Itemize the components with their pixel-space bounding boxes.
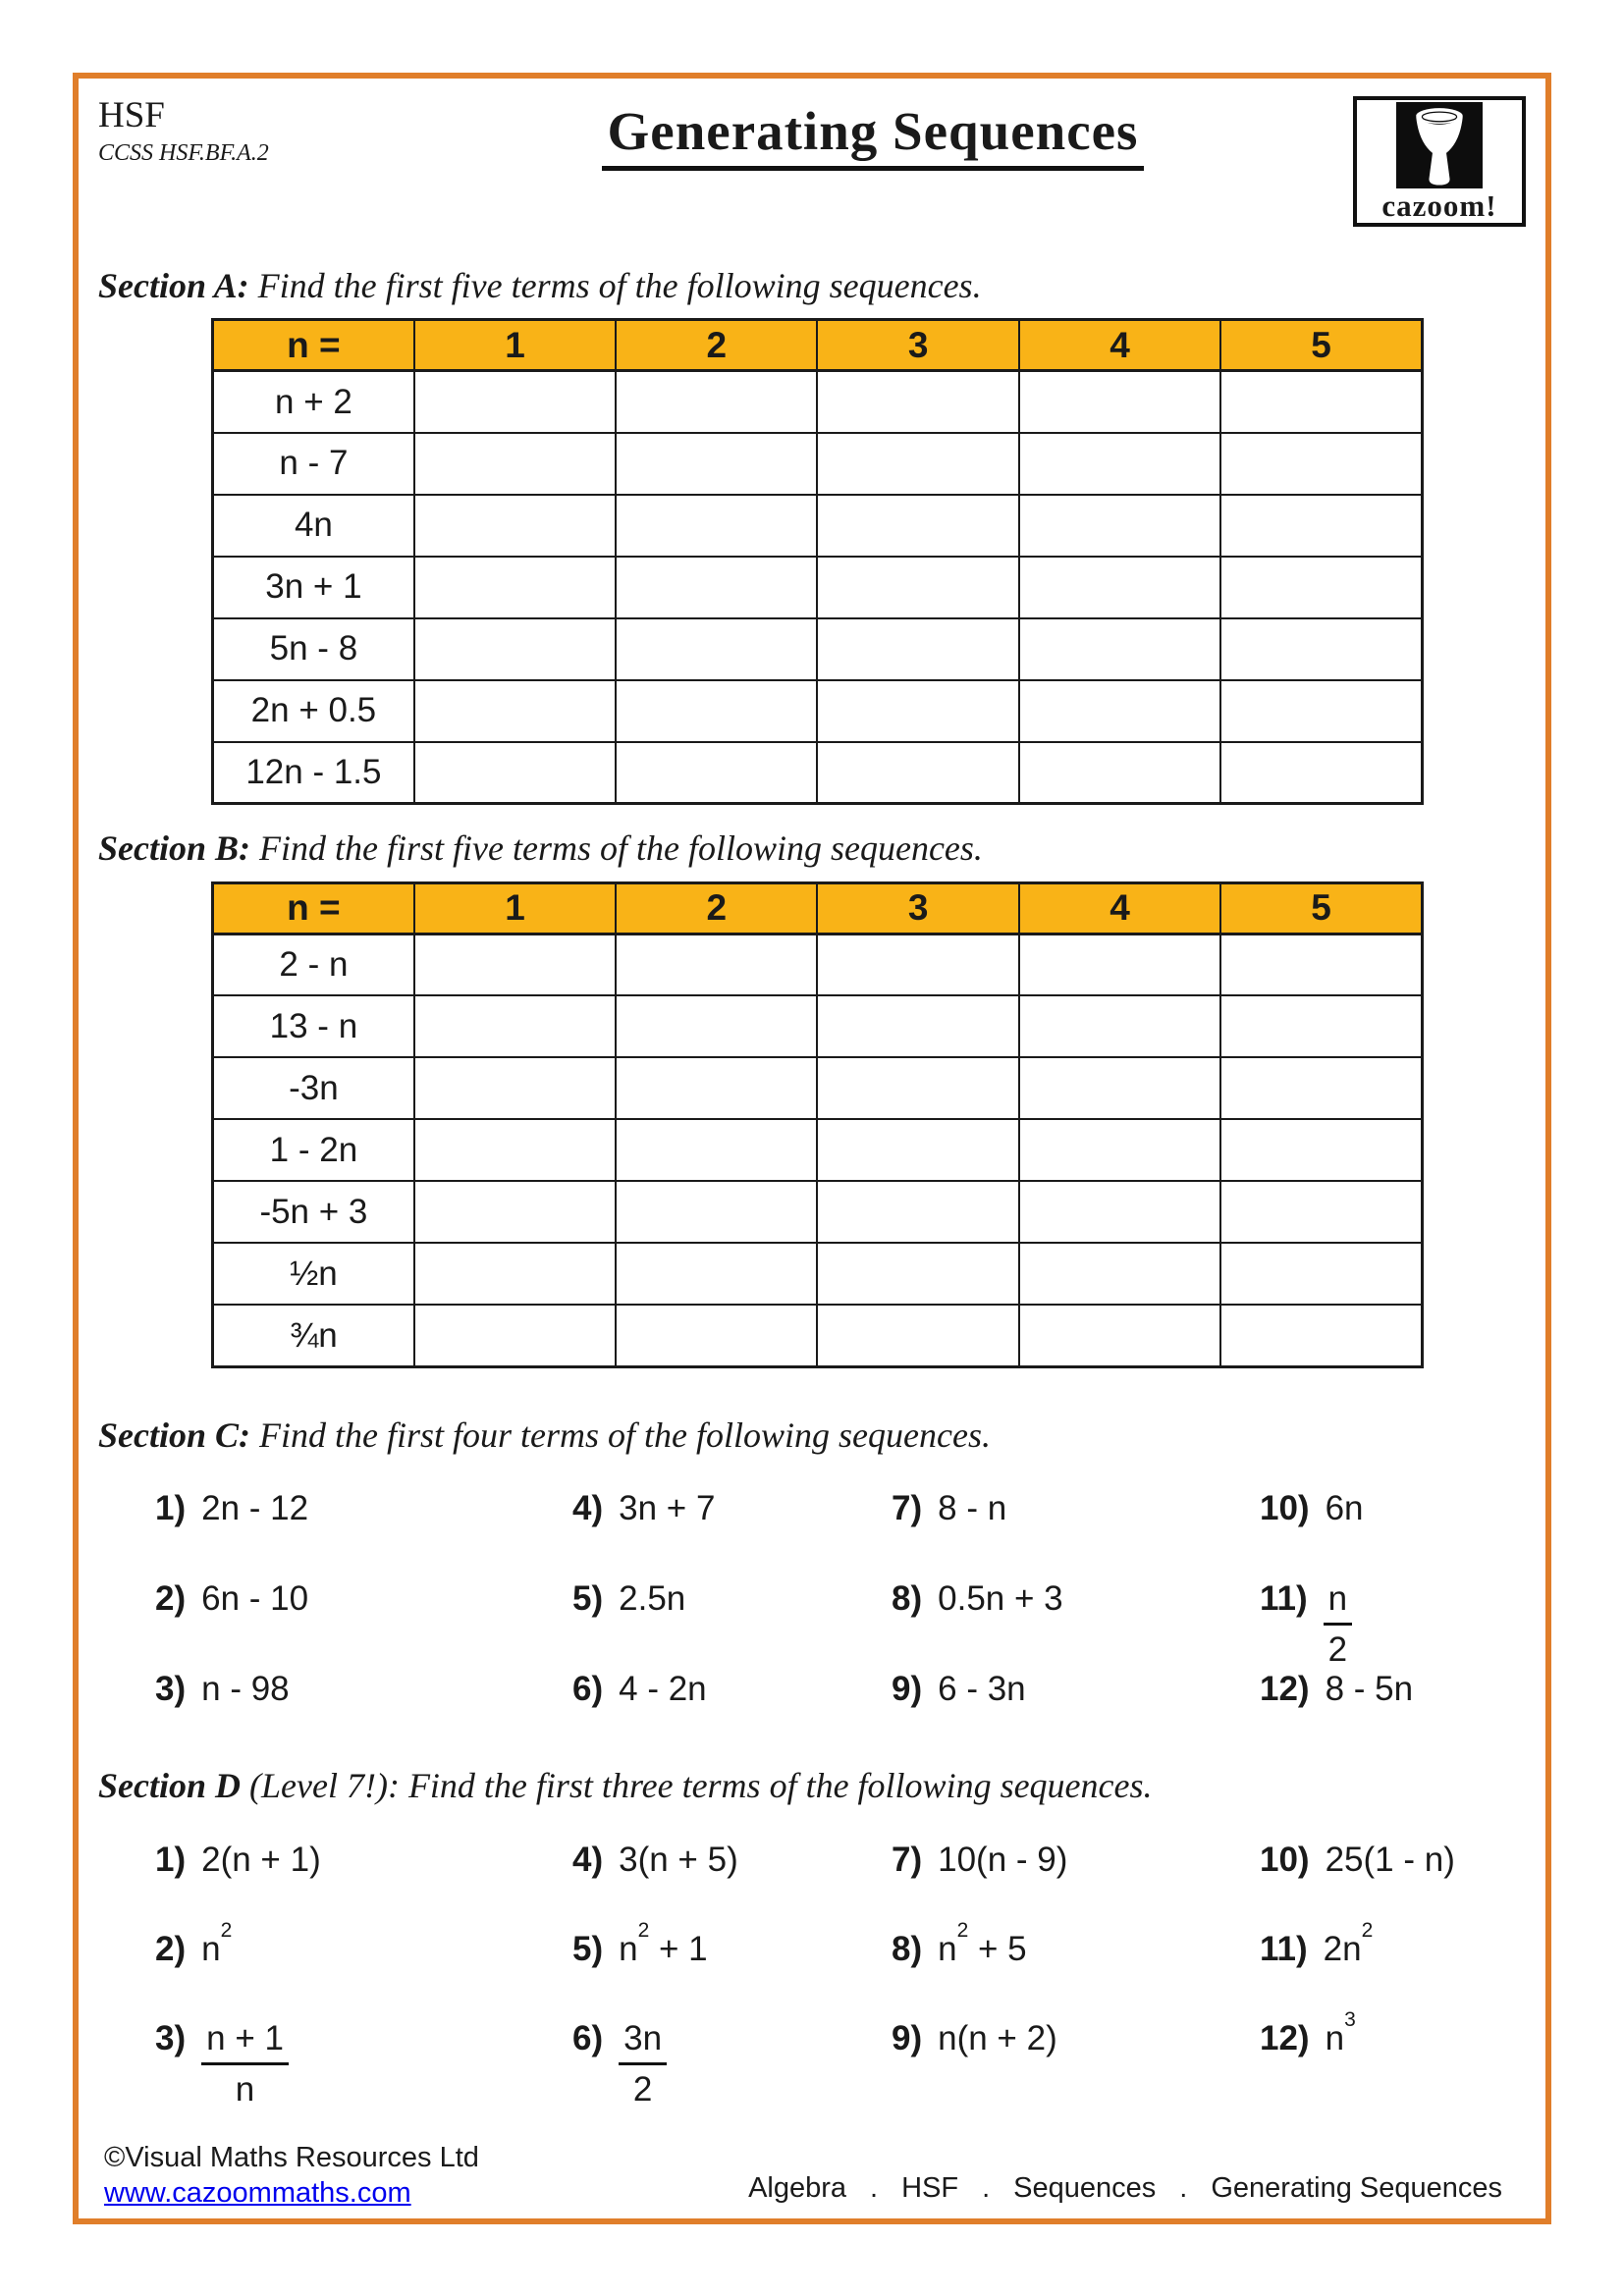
question-expression: 8 - n: [938, 1489, 1007, 1528]
question-number: 1): [155, 1840, 187, 1879]
answer-cell: [817, 995, 1018, 1057]
question-expression: n(n + 2): [938, 2018, 1057, 2057]
question-number: 8): [892, 1579, 923, 1619]
section-d-instruction: Find the first three terms of the following sequences.: [407, 1766, 1153, 1806]
table-row: [213, 371, 1423, 433]
answer-cell: [817, 742, 1018, 804]
section-c-instruction: Find the first four terms of the following sequences.: [259, 1415, 991, 1455]
question-expression: [1324, 1579, 1352, 1671]
answer-cell: [616, 433, 817, 495]
question-item: [1260, 1579, 1554, 1670]
sequence-table-a: [211, 318, 1424, 805]
question-item: [892, 1919, 1260, 2019]
question-expression: $2n^2$: [1323, 1919, 1374, 1968]
section-d-questions: [155, 1841, 1526, 2109]
question-expression: $n^3$: [1325, 2008, 1356, 2057]
answer-cell: [817, 1181, 1018, 1243]
question-expression: 6n - 10: [201, 1579, 309, 1619]
sequence-rule-cell: -3n: [213, 1057, 414, 1119]
table-header-value: 1: [414, 882, 616, 934]
section-d-label: Section D: [98, 1766, 242, 1806]
section-b-heading: [98, 828, 1526, 869]
copyright-text: ©Visual Maths Resources Ltd: [104, 2141, 479, 2173]
question-expression: 3n + 7: [619, 1489, 716, 1528]
answer-cell: [817, 680, 1018, 742]
table-b-header: [213, 882, 1423, 934]
question-number: 12): [1260, 1670, 1310, 1709]
breadcrumb: [748, 2172, 1502, 2205]
table-b-body: [213, 934, 1423, 1366]
answer-cell: [616, 618, 817, 680]
question-item: [892, 1841, 1260, 1930]
answer-cell: [414, 557, 616, 618]
table-header-row: [213, 882, 1423, 934]
answer-cell: [1220, 433, 1422, 495]
question-item: [1260, 2008, 1554, 2109]
answer-cell: [1220, 618, 1422, 680]
answer-cell: [1220, 1057, 1422, 1119]
answer-cell: [414, 680, 616, 742]
question-item: [1260, 1841, 1554, 1930]
answer-cell: [414, 495, 616, 557]
table-row: [213, 680, 1423, 742]
sequence-rule-cell: n - 7: [213, 433, 414, 495]
question-item: [1260, 1919, 1554, 2019]
sequence-rule-cell: 13 - n: [213, 995, 414, 1057]
table-row: [213, 934, 1423, 995]
breadcrumb-item: Algebra: [748, 2172, 847, 2204]
answer-cell: [414, 1057, 616, 1119]
answer-cell: [817, 433, 1018, 495]
fraction: $\frac{n}{2}$: [1324, 1579, 1352, 1671]
question-item: [155, 2019, 572, 2109]
table-header-n: n =: [213, 320, 414, 371]
answer-cell: [1019, 680, 1220, 742]
answer-cell: [414, 1243, 616, 1305]
answer-cell: [1019, 618, 1220, 680]
answer-cell: [817, 1057, 1018, 1119]
answer-cell: [414, 995, 616, 1057]
answer-cell: [817, 495, 1018, 557]
question-expression: $n^2 + 1$: [619, 1919, 708, 1968]
table-header-value: 1: [414, 320, 616, 371]
answer-cell: [616, 371, 817, 433]
answer-cell: [817, 557, 1018, 618]
question-number: 11): [1260, 1929, 1308, 1968]
page-header: [98, 92, 1526, 227]
answer-cell: [1220, 995, 1422, 1057]
website-link[interactable]: www.cazoommaths.com: [104, 2176, 411, 2209]
answer-cell: [1019, 934, 1220, 995]
question-expression: [201, 2019, 289, 2110]
answer-cell: [414, 934, 616, 995]
footer-left: [104, 2140, 479, 2212]
table-header-value: 2: [616, 320, 817, 371]
table-header-value: 4: [1019, 320, 1220, 371]
question-item: [892, 1579, 1260, 1670]
section-b-instruction: Find the first five terms of the following sequences.: [259, 828, 983, 869]
answer-cell: [414, 1305, 616, 1366]
section-c-heading: [98, 1415, 1526, 1456]
answer-cell: [1019, 1181, 1220, 1243]
title-wrap: [393, 92, 1353, 171]
answer-cell: [616, 1119, 817, 1181]
table-row: [213, 1305, 1423, 1366]
question-item: [155, 1579, 572, 1670]
question-number: 6): [572, 2018, 604, 2057]
answer-cell: [1019, 495, 1220, 557]
sequence-rule-cell: 2n + 0.5: [213, 680, 414, 742]
question-number: 9): [892, 1670, 923, 1709]
standard-code-block: [98, 92, 393, 167]
ccss-code: CCSS HSF.BF.A.2: [98, 139, 269, 166]
answer-cell: [1019, 995, 1220, 1057]
answer-cell: [616, 1181, 817, 1243]
question-item: [572, 1579, 892, 1670]
logo-wordmark: cazoom!: [1381, 188, 1497, 223]
answer-cell: [1019, 742, 1220, 804]
sequence-rule-cell: -5n + 3: [213, 1181, 414, 1243]
table-a-header: [213, 320, 1423, 371]
question-item: [572, 1670, 892, 1760]
question-expression: 6n: [1325, 1489, 1364, 1528]
question-item: [892, 2019, 1260, 2109]
answer-cell: [1019, 371, 1220, 433]
sequence-rule-cell: ¾n: [213, 1305, 414, 1366]
question-item: [155, 1489, 572, 1579]
question-number: 5): [572, 1579, 604, 1619]
question-expression: [619, 2019, 667, 2110]
sequence-table-b: [211, 881, 1424, 1368]
answer-cell: [616, 1305, 817, 1366]
table-row: [213, 1243, 1423, 1305]
question-expression: 6 - 3n: [938, 1670, 1026, 1709]
answer-cell: [1220, 557, 1422, 618]
question-expression: 2.5n: [619, 1579, 686, 1619]
fraction: $\frac{3n}{2}$: [619, 2019, 667, 2110]
answer-cell: [414, 371, 616, 433]
answer-cell: [817, 371, 1018, 433]
answer-cell: [616, 495, 817, 557]
answer-cell: [817, 934, 1018, 995]
fraction: $\frac{n + 1}{n}$: [201, 2019, 289, 2110]
question-number: 1): [155, 1489, 187, 1528]
question-item: [155, 1919, 572, 2019]
table-header-value: 5: [1220, 882, 1422, 934]
question-number: 3): [155, 1670, 187, 1709]
answer-cell: [1019, 1119, 1220, 1181]
table-row: [213, 742, 1423, 804]
section-c-label: Section C:: [98, 1415, 251, 1455]
question-expression: n - 98: [201, 1670, 290, 1709]
answer-cell: [1019, 433, 1220, 495]
answer-cell: [616, 995, 817, 1057]
djembe-drum-icon: [1393, 102, 1486, 188]
table-row: [213, 1119, 1423, 1181]
question-item: [572, 1489, 892, 1579]
answer-cell: [1220, 495, 1422, 557]
question-expression: 2(n + 1): [201, 1840, 321, 1879]
question-number: 12): [1260, 2018, 1310, 2057]
section-a-label: Section A:: [98, 266, 249, 305]
section-b-label: Section B:: [98, 828, 251, 869]
table-header-value: 3: [817, 882, 1018, 934]
sequence-rule-cell: ½n: [213, 1243, 414, 1305]
question-number: 11): [1260, 1579, 1308, 1619]
answer-cell: [616, 742, 817, 804]
breadcrumb-item: HSF: [901, 2172, 959, 2204]
answer-cell: [817, 618, 1018, 680]
breadcrumb-item: Sequences: [1013, 2172, 1157, 2204]
section-d-heading: [98, 1766, 1526, 1806]
question-item: [1260, 1670, 1554, 1760]
answer-cell: [817, 1119, 1018, 1181]
answer-cell: [1019, 1305, 1220, 1366]
sequence-rule-cell: n + 2: [213, 371, 414, 433]
answer-cell: [414, 1119, 616, 1181]
question-number: 2): [155, 1929, 187, 1968]
question-item: [892, 1670, 1260, 1760]
answer-cell: [616, 557, 817, 618]
answer-cell: [414, 742, 616, 804]
question-expression: 4 - 2n: [619, 1670, 707, 1709]
table-row: [213, 433, 1423, 495]
table-row: [213, 495, 1423, 557]
answer-cell: [1220, 1305, 1422, 1366]
answer-cell: [1220, 1243, 1422, 1305]
question-number: 9): [892, 2018, 923, 2057]
breadcrumb-separator: .: [1179, 2172, 1188, 2204]
question-number: 7): [892, 1489, 923, 1528]
table-row: [213, 1057, 1423, 1119]
table-header-row: [213, 320, 1423, 371]
section-d-level-note: (Level 7!):: [249, 1766, 400, 1806]
breadcrumb-separator: .: [982, 2172, 991, 2204]
breadcrumb-separator: .: [870, 2172, 879, 2204]
question-expression: $n^2 + 5$: [938, 1919, 1027, 1968]
question-item: [155, 1670, 572, 1760]
table-row: [213, 557, 1423, 618]
question-number: 3): [155, 2018, 187, 2057]
section-a-instruction: Find the first five terms of the following sequences.: [257, 266, 982, 305]
sequence-rule-cell: 5n - 8: [213, 618, 414, 680]
answer-cell: [616, 1243, 817, 1305]
sequence-rule-cell: 2 - n: [213, 934, 414, 995]
question-number: 4): [572, 1840, 604, 1879]
table-row: [213, 1181, 1423, 1243]
answer-cell: [817, 1305, 1018, 1366]
page-title: Generating Sequences: [602, 100, 1145, 171]
answer-cell: [414, 1181, 616, 1243]
table-header-value: 3: [817, 320, 1018, 371]
question-item: [572, 1841, 892, 1930]
section-a-heading: [98, 266, 1526, 306]
question-expression: 25(1 - n): [1325, 1840, 1455, 1879]
cazoom-logo: [1353, 96, 1526, 227]
question-item: [892, 1489, 1260, 1579]
table-header-value: 5: [1220, 320, 1422, 371]
sequence-rule-cell: 12n - 1.5: [213, 742, 414, 804]
question-number: 2): [155, 1579, 187, 1619]
answer-cell: [1019, 1243, 1220, 1305]
question-item: [572, 2019, 892, 2109]
question-item: [1260, 1489, 1554, 1579]
answer-cell: [1220, 1181, 1422, 1243]
answer-cell: [1019, 1057, 1220, 1119]
level-code: HSF: [98, 95, 165, 135]
answer-cell: [1220, 934, 1422, 995]
question-number: 7): [892, 1840, 923, 1879]
question-number: 10): [1260, 1489, 1310, 1528]
sequence-rule-cell: 4n: [213, 495, 414, 557]
question-expression: 10(n - 9): [938, 1840, 1068, 1879]
sequence-rule-cell: 3n + 1: [213, 557, 414, 618]
section-c-questions: [155, 1489, 1526, 1760]
question-item: [155, 1841, 572, 1930]
question-expression: 0.5n + 3: [938, 1579, 1063, 1619]
answer-cell: [414, 433, 616, 495]
worksheet-page: [73, 73, 1551, 2224]
answer-cell: [616, 1057, 817, 1119]
question-number: 5): [572, 1929, 604, 1968]
question-item: [572, 1919, 892, 2019]
question-number: 4): [572, 1489, 604, 1528]
question-expression: 3(n + 5): [619, 1840, 738, 1879]
table-header-value: 4: [1019, 882, 1220, 934]
answer-cell: [1220, 1119, 1422, 1181]
table-a-body: [213, 371, 1423, 804]
answer-cell: [1220, 371, 1422, 433]
breadcrumb-item: Generating Sequences: [1211, 2172, 1502, 2204]
question-number: 8): [892, 1929, 923, 1968]
question-expression: 2n - 12: [201, 1489, 309, 1528]
question-expression: 8 - 5n: [1325, 1670, 1414, 1709]
answer-cell: [1220, 742, 1422, 804]
answer-cell: [1220, 680, 1422, 742]
answer-cell: [1019, 557, 1220, 618]
table-row: [213, 618, 1423, 680]
question-number: 10): [1260, 1840, 1310, 1879]
answer-cell: [817, 1243, 1018, 1305]
table-header-value: 2: [616, 882, 817, 934]
answer-cell: [616, 680, 817, 742]
table-header-n: n =: [213, 882, 414, 934]
question-number: 6): [572, 1670, 604, 1709]
table-row: [213, 995, 1423, 1057]
question-expression: $n^2$: [201, 1919, 233, 1968]
sequence-rule-cell: 1 - 2n: [213, 1119, 414, 1181]
answer-cell: [414, 618, 616, 680]
answer-cell: [616, 934, 817, 995]
